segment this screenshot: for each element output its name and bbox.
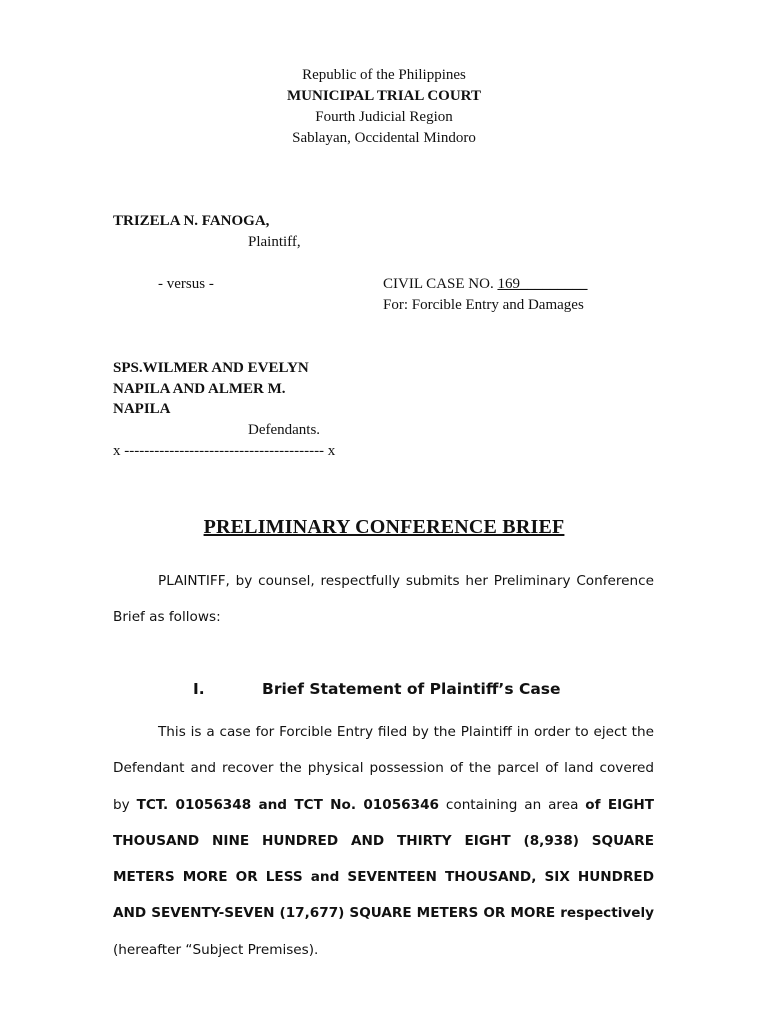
defendants-line-3: NAPILA xyxy=(113,401,171,417)
area-description: of EIGHT THOUSAND NINE HUNDRED AND THIRTY EIGHT (8,938) SQUARE METERS MORE OR LESS and SEVENTEEN THOUSAND, SIX HUNDRED AND SEVENTY-SEVEN (17,677) SQUARE METERS OR MORE respectively xyxy=(113,796,654,922)
p1-text-area: containing an area xyxy=(439,796,586,813)
versus-label: - versus - xyxy=(158,276,214,292)
p1-text-a: This is a case for Forcible Entry filed by the Plaintiff in order to eject the Defendant and recover the physical possession of the parcel of land covered by xyxy=(113,724,654,813)
case-statement-paragraph xyxy=(113,714,654,968)
civil-case-line xyxy=(383,274,587,295)
judicial-region: Fourth Judicial Region xyxy=(315,109,453,125)
court-location: Sablayan, Occidental Mindoro xyxy=(292,130,476,146)
tct-number-2: TCT No. 01056346 xyxy=(294,796,440,813)
republic-line: Republic of the Philippines xyxy=(302,67,466,83)
caption-separator: x ---------------------------------------- x xyxy=(113,443,336,459)
section-numeral: I. xyxy=(193,680,205,698)
plaintiff-name: TRIZELA N. FANOGA, xyxy=(113,213,270,229)
defendants-line-1: SPS.WILMER AND EVELYN xyxy=(113,360,309,376)
case-for: For: Forcible Entry and Damages xyxy=(383,297,584,313)
case-number: 169_________ xyxy=(497,276,588,292)
plaintiff-role: Plaintiff, xyxy=(248,234,301,250)
intro-paragraph xyxy=(113,563,654,636)
court-name: MUNICIPAL TRIAL COURT xyxy=(287,88,481,104)
court-header xyxy=(0,65,768,149)
document-title: PRELIMINARY CONFERENCE BRIEF xyxy=(203,516,565,538)
case-label: CIVIL CASE NO. xyxy=(383,276,494,292)
p1-text-and: and xyxy=(251,796,295,813)
tct-number-1: TCT. 01056348 xyxy=(136,796,252,813)
section-heading: Brief Statement of Plaintiff’s Case xyxy=(262,680,561,698)
intro-text: PLAINTIFF, by counsel, respectfully submits her Preliminary Conference Brief as follows: xyxy=(113,573,654,626)
defendants-line-2: NAPILA AND ALMER M. xyxy=(113,381,286,397)
defendants-role: Defendants. xyxy=(248,422,321,438)
p1-text-end: (hereafter “Subject Premises). xyxy=(113,941,319,958)
